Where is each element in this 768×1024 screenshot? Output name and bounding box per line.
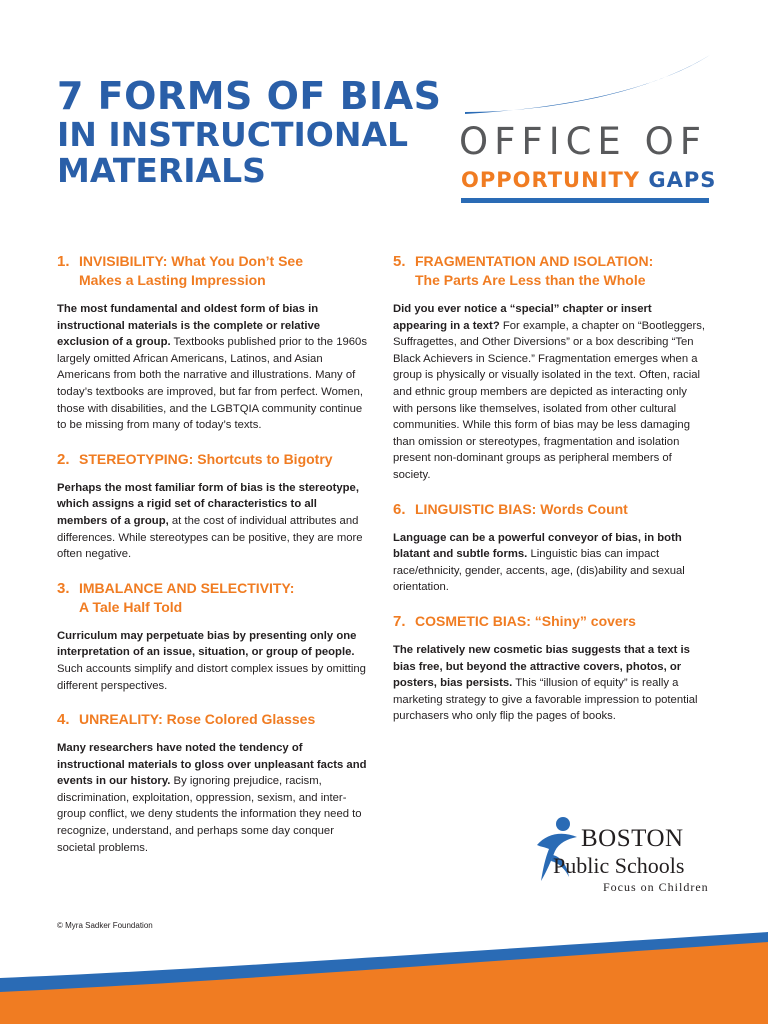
- section-body: [393, 301, 708, 484]
- logo-underline: [461, 198, 709, 203]
- heading-line-1: INVISIBILITY: What You Don’t See: [79, 253, 304, 269]
- opportunity-word: OPPORTUNITY: [461, 168, 641, 192]
- tagline-text: Focus on Children: [603, 880, 709, 894]
- section-heading: [393, 500, 708, 519]
- title-line-2: IN INSTRUCTIONAL: [57, 115, 409, 155]
- section-fragmentation: [393, 252, 708, 484]
- section-heading: [393, 612, 708, 631]
- section-lead: The relatively new cosmetic bias suggests that a text is bias free, but beyond the attractive covers, photos, or posters, bias persists.: [393, 643, 690, 690]
- right-column: [393, 252, 708, 741]
- section-body: [57, 480, 367, 563]
- section-cosmetic: [393, 612, 708, 725]
- section-invisibility: [57, 252, 367, 434]
- boston-text: BOSTON: [581, 825, 684, 852]
- heading-line-1: COSMETIC BIAS: “Shiny” covers: [415, 612, 636, 629]
- section-heading: [57, 579, 367, 617]
- section-lead: The most fundamental and oldest form of bias in instructional materials is the complete or relative exclusion of a group.: [57, 303, 321, 349]
- heading-line-1: IMBALANCE AND SELECTIVITY:: [79, 579, 295, 596]
- section-body: [393, 530, 708, 596]
- section-unreality: [57, 710, 367, 856]
- section-body: [57, 740, 367, 856]
- swoosh-icon: [455, 50, 715, 120]
- office-of-text: OFFICE OF: [459, 120, 707, 163]
- heading-line-1: FRAGMENTATION AND ISOLATION:: [415, 253, 654, 269]
- gaps-word: GAPS: [648, 168, 717, 192]
- section-text: at the cost of individual attributes and differences. While stereotypes can be positive, they are more often negative.: [57, 514, 363, 561]
- section-linguistic: [393, 500, 708, 596]
- section-heading: [57, 450, 367, 469]
- section-heading: [57, 252, 367, 290]
- office-of-opportunity-gaps-logo: [455, 50, 715, 210]
- section-text: For example, a chapter on “Bootleggers, Suffragettes, and Other Diversions” or a box describing “Ten Black Achievers in Science.” Fragmentation emerges when a group is physically or visually isolated in the text. Often, racial and ethnic group members are depicted as interacting only with persons like themselves, isolated from other cultural communities. While this form of bias may be less damaging than omission or stereotypes, fragmentation and isolation present non-dominant groups as peripheral members of society.: [393, 319, 706, 481]
- heading-line-2: The Parts Are Less than the Whole: [415, 272, 646, 288]
- page-title: [57, 76, 441, 188]
- section-text: This “illusion of equity” is really a marketing strategy to give a favorable impression to potential purchasers who only flip the pages of books.: [393, 677, 698, 723]
- footer-wave: [0, 930, 768, 1024]
- section-number: 3.: [57, 579, 70, 597]
- public-schools-text: Public Schools: [553, 853, 685, 878]
- title-line-1: 7 FORMS OF BIAS: [57, 74, 442, 118]
- heading-line-2: Makes a Lasting Impression: [79, 272, 266, 288]
- section-number: 7.: [393, 612, 406, 630]
- section-text: Textbooks published prior to the 1960s largely omitted African Americans, Latinos, and Asian Americans from both the narrative and illustrations. Many of today’s textbooks are improved, but far from perfect. Women, those with disabilities, and the LGBTQIA community continue to be missing from many of today’s texts.: [57, 336, 367, 432]
- title-line-3: MATERIALS: [57, 150, 266, 190]
- heading-line-2: A Tale Half Told: [79, 598, 183, 615]
- section-body: [393, 642, 708, 725]
- section-number: 4.: [57, 711, 70, 729]
- heading-line-1: UNREALITY: Rose Colored Glasses: [79, 711, 316, 728]
- section-lead: Did you ever notice a “special” chapter or insert appearing in a text?: [393, 303, 652, 332]
- boston-public-schools-logo: [533, 815, 723, 905]
- section-body: [57, 301, 367, 434]
- section-heading: [57, 710, 367, 729]
- section-lead: Curriculum may perpetuate bias by presenting only one interpretation of an issue, situation, or group of people.: [57, 629, 357, 659]
- heading-line-1: STEREOTYPING: Shortcuts to Bigotry: [79, 450, 333, 467]
- section-heading: [393, 252, 708, 290]
- opportunity-gaps-text: [461, 168, 716, 192]
- section-number: 2.: [57, 450, 70, 468]
- section-text: By ignoring prejudice, racism, discrimination, exploitation, oppression, sexism, and inter-group conflict, we deny students the information they need to recognize, understand, and perhaps some day conquer societal problems.: [57, 775, 362, 854]
- section-lead: Language can be a powerful conveyor of bias, in both blatant and subtle forms.: [393, 531, 682, 561]
- heading-line-1: LINGUISTIC BIAS: Words Count: [415, 500, 628, 517]
- section-body: [57, 628, 367, 694]
- copyright: © Myra Sadker Foundation: [57, 921, 153, 930]
- section-stereotyping: [57, 450, 367, 563]
- left-column: [57, 252, 367, 872]
- section-lead: Many researchers have noted the tendency of instructional materials to gloss over unpleasant facts and events in our history.: [57, 742, 367, 788]
- section-number: 5.: [393, 253, 406, 270]
- section-imbalance: [57, 579, 367, 694]
- section-number: 6.: [393, 500, 406, 518]
- section-lead: Perhaps the most familiar form of bias is the stereotype, which assigns a rigid set of characteristics to all members of a group,: [57, 481, 359, 527]
- section-text: Linguistic bias can impact race/ethnicity, gender, accents, age, (dis)ability and sexual orientation.: [393, 548, 685, 594]
- section-text: Such accounts simplify and distort complex issues by omitting different perspectives.: [57, 662, 366, 692]
- section-number: 1.: [57, 253, 70, 270]
